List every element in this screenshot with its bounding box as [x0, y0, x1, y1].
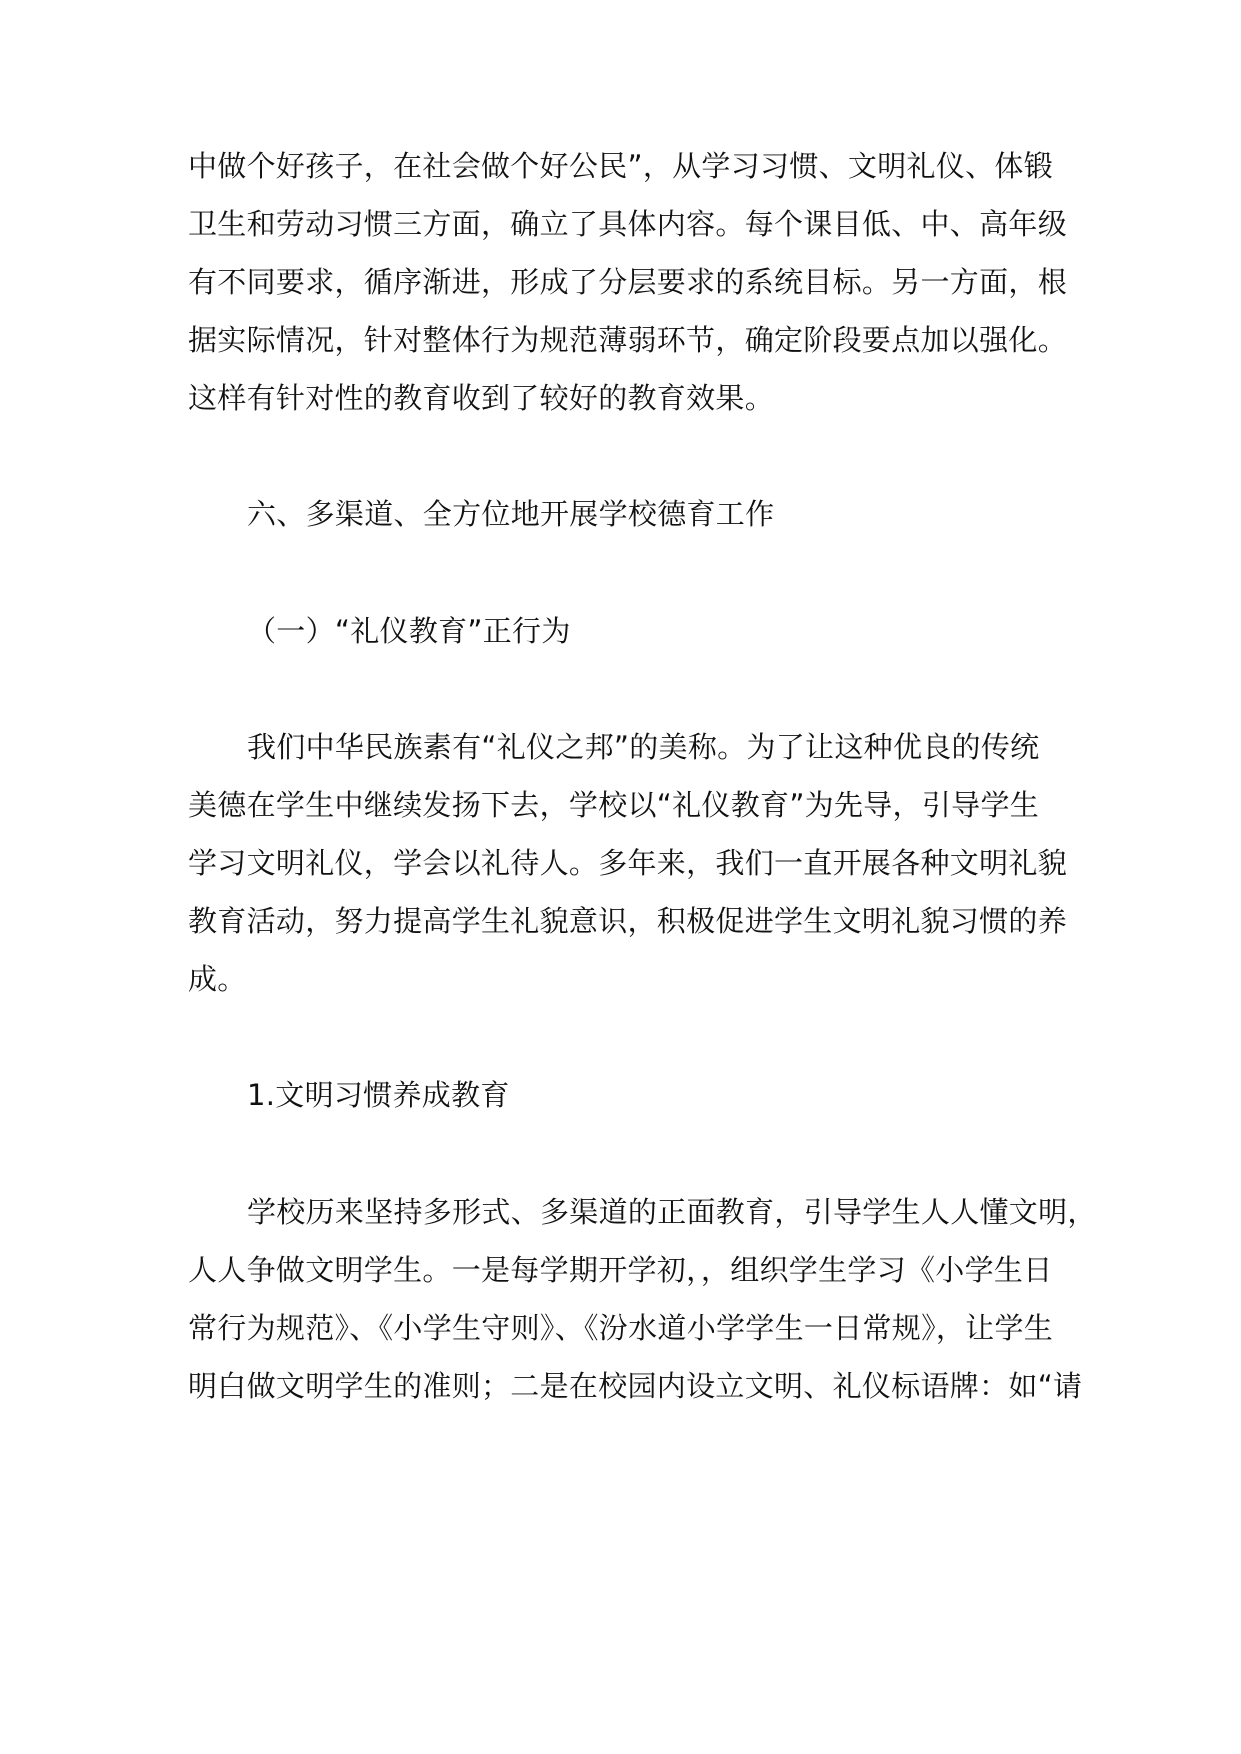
text-line: 常行为规范》、《小学生守则》、《汾水道小学学生一日常规》，让学生	[188, 1311, 1054, 1345]
text-line: 学校历来坚持多形式、多渠道的正面教育，引导学生人人懂文明，	[247, 1195, 1097, 1229]
text-line: 这样有针对性的教育收到了较好的教育效果。	[188, 381, 775, 415]
text-line: 中做个好孩子，在社会做个好公民”，从学习习惯、文明礼仪、体锻	[188, 149, 1054, 183]
text-line: 明白做文明学生的准则；二是在校园内设立文明、礼仪标语牌：如“请	[188, 1369, 1083, 1403]
subsection-heading: （一）“礼仪教育”正行为	[247, 614, 571, 648]
text-line: 有不同要求，循序渐进，形成了分层要求的系统目标。另一方面，根	[188, 265, 1068, 299]
text-line: 成。	[188, 962, 247, 996]
item-heading: 1.文明习惯养成教育	[247, 1078, 510, 1112]
text-line: 我们中华民族素有“礼仪之邦”的美称。为了让这种优良的传统	[247, 730, 1040, 764]
text-line: 人人争做文明学生。一是每学期开学初，，组织学生学习《小学生日	[188, 1253, 1053, 1287]
text-line: 教育活动，努力提高学生礼貌意识，积极促进学生文明礼貌习惯的养	[188, 904, 1068, 938]
text-line: 学习文明礼仪，学会以礼待人。多年来，我们一直开展各种文明礼貌	[188, 846, 1068, 880]
text-line: 美德在学生中继续发扬下去，学校以“礼仪教育”为先导，引导学生	[188, 788, 1040, 822]
text-line: 据实际情况，针对整体行为规范薄弱环节，确定阶段要点加以强化。	[188, 323, 1068, 357]
text-line: 卫生和劳动习惯三方面，确立了具体内容。每个课目低、中、高年级	[188, 207, 1068, 241]
section-heading: 六、多渠道、全方位地开展学校德育工作	[247, 497, 775, 531]
